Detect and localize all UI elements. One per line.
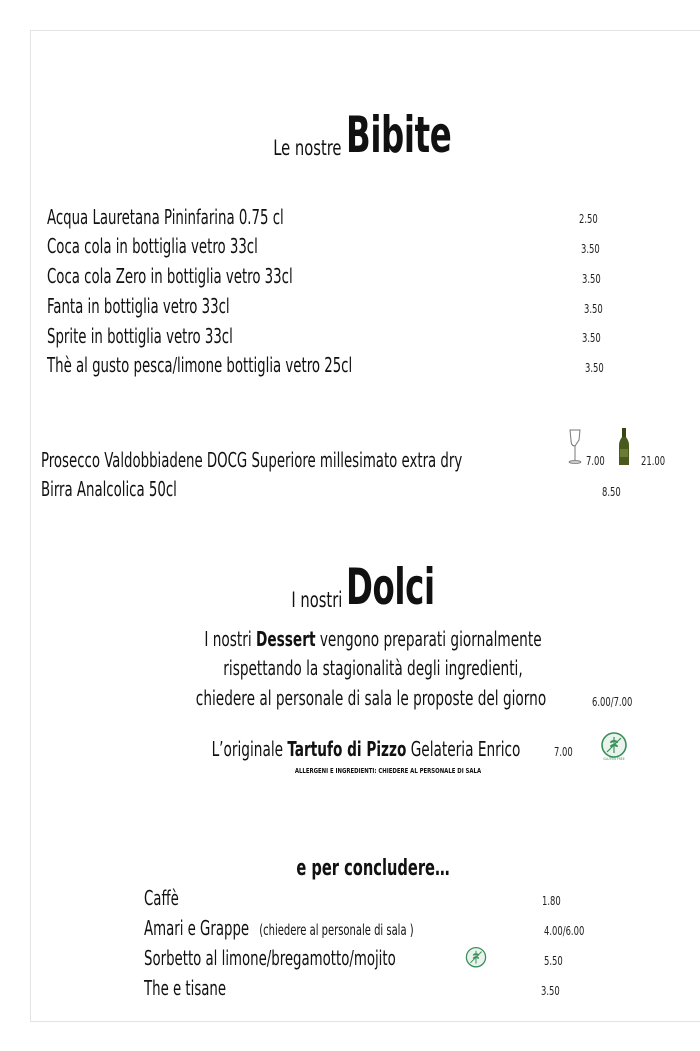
dolci-title-small: I nostri — [291, 588, 343, 612]
bibite-price: 2.50 — [579, 212, 598, 226]
concludere-item: Amari e Grappe (chiedere al personale di sala ) — [144, 916, 414, 940]
dessert-bold: Dessert — [256, 627, 316, 651]
bibite-title-big: Bibite — [345, 106, 451, 164]
gluten-free-badge-small — [464, 946, 488, 970]
concludere-item: Caffè — [144, 886, 179, 910]
concludere-price: 3.50 — [541, 984, 560, 998]
concludere-price: 1.80 — [542, 894, 561, 908]
concludere-heading: e per concludere… — [296, 856, 450, 881]
concludere-note: (chiedere al personale di sala ) — [259, 921, 414, 939]
tartufo-price: 7.00 — [554, 745, 573, 759]
dolci-line-1: I nostri Dessert vengono preparati giornalmente — [204, 627, 542, 651]
allergen-note: ALLERGENI E INGREDIENTI: CHIEDERE AL PERSONALE DI SALA — [294, 767, 482, 775]
dolci-line-3: chiedere al personale di sala le proposte del giorno — [195, 686, 547, 710]
bibite-item: Coca cola in bottiglia vetro 33cl — [47, 234, 258, 258]
bibite-item: Thè al gusto pesca/limone bottiglia vetro 25cl — [47, 353, 353, 377]
bibite-price: 3.50 — [585, 361, 604, 375]
bottle-icon — [617, 427, 631, 467]
wine-glass-icon — [566, 428, 584, 466]
bibite-price: 3.50 — [581, 242, 600, 256]
birra-item: Birra Analcolica 50cl — [41, 477, 177, 501]
dessert-price: 6.00/7.00 — [592, 695, 633, 709]
concludere-price: 5.50 — [544, 954, 563, 968]
gluten-free-label: GLUTEN FREE — [603, 757, 625, 761]
bibite-price: 3.50 — [584, 302, 603, 316]
dolci-line-2: rispettando la stagionalità degli ingredienti, — [223, 656, 523, 680]
bibite-price: 3.50 — [582, 331, 601, 345]
concludere-price: 4.00/6.00 — [544, 924, 585, 938]
concludere-item: The e tisane — [144, 976, 227, 1000]
tartufo-line: L’originale Tartufo di Pizzo Gelateria Enrico — [211, 737, 521, 761]
gluten-free-badge — [599, 731, 629, 761]
gluten-free-icon — [464, 946, 488, 970]
dolci-title — [0, 556, 700, 616]
bibite-title-small: Le nostre — [273, 136, 342, 160]
bibite-title — [0, 104, 700, 164]
prosecco-bottle-price: 21.00 — [641, 454, 666, 468]
bibite-item: Fanta in bottiglia vetro 33cl — [47, 294, 230, 318]
concludere-item: Sorbetto al limone/bregamotto/mojito — [144, 946, 396, 970]
tartufo-bold: Tartufo di Pizzo — [287, 737, 407, 761]
bibite-price: 3.50 — [582, 272, 601, 286]
dolci-title-big: Dolci — [346, 558, 435, 616]
prosecco-item: Prosecco Valdobbiadene DOCG Superiore millesimato extra dry — [41, 448, 463, 472]
prosecco-glass-price: 7.00 — [586, 454, 605, 468]
birra-price: 8.50 — [602, 485, 621, 499]
bibite-item: Coca cola Zero in bottiglia vetro 33cl — [47, 264, 293, 288]
bibite-item: Sprite in bottiglia vetro 33cl — [47, 324, 233, 348]
bibite-item: Acqua Lauretana Pininfarina 0.75 cl — [47, 205, 284, 229]
